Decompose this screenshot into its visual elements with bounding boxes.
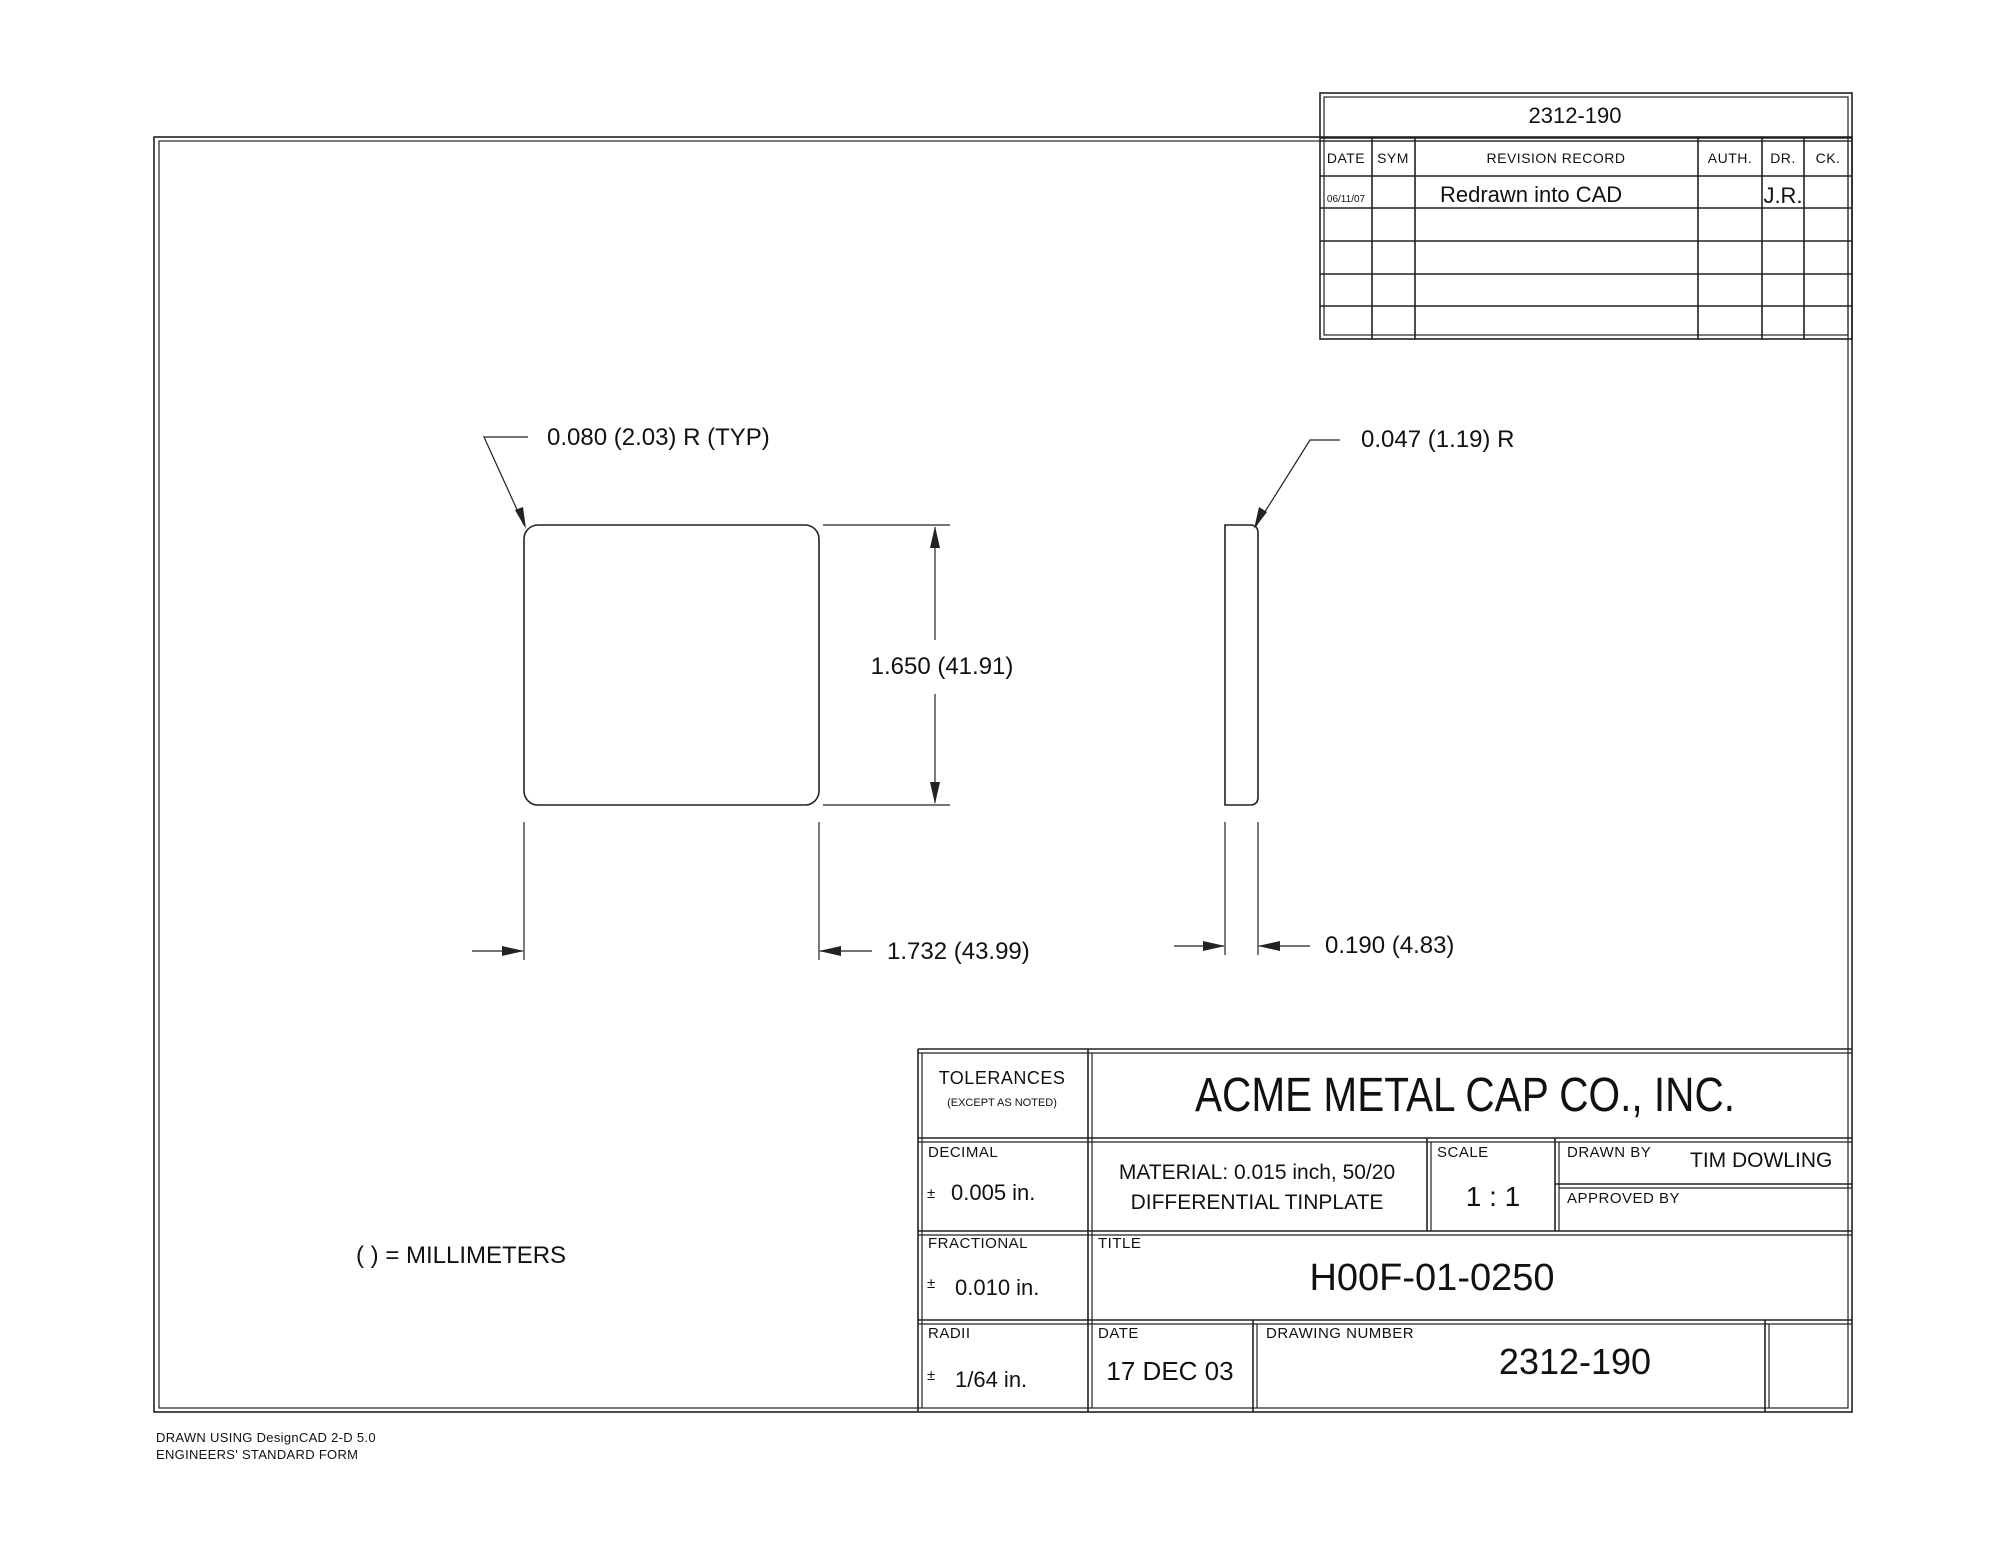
approved-by-label: APPROVED BY [1567, 1190, 1681, 1207]
title-block [918, 1049, 1852, 1412]
front-view-outline [524, 525, 819, 805]
scale-value: 1 : 1 [1465, 1181, 1521, 1212]
width-arrow-left [502, 946, 524, 956]
material-line1: MATERIAL: 0.015 inch, 50/20 [1118, 1161, 1396, 1184]
thickness-dimension: 0.190 (4.83) [1325, 932, 1455, 959]
drawn-by-label: DRAWN BY [1567, 1144, 1652, 1161]
thickness-arrow-right [1258, 941, 1280, 951]
tolerances-subtitle: (EXCEPT AS NOTED) [947, 1097, 1057, 1109]
side-view-outline [1225, 525, 1258, 805]
tolerances-label: TOLERANCES [938, 1068, 1066, 1088]
date-label: DATE [1098, 1325, 1139, 1342]
revision-drawing-number: 2312-190 [1528, 103, 1622, 128]
company-name: ACME METAL CAP CO., INC. [1195, 1069, 1735, 1122]
title-label: TITLE [1098, 1235, 1142, 1252]
drawing-number-value: 2312-190 [1498, 1341, 1652, 1382]
revision-header-date: DATE [1326, 150, 1366, 166]
scale-label: SCALE [1437, 1144, 1489, 1161]
thickness-arrow-left [1203, 941, 1225, 951]
side-view [1174, 426, 1514, 959]
footer-line1: DRAWN USING DesignCAD 2-D 5.0 [156, 1430, 376, 1445]
width-arrow-right [819, 946, 841, 956]
material-line2: DIFFERENTIAL TINPLATE [1130, 1191, 1384, 1214]
radii-plus-minus: ± [927, 1367, 936, 1384]
revision-header-record: REVISION RECORD [1486, 150, 1626, 166]
fractional-value: 0.010 in. [955, 1275, 1040, 1300]
side-radius-note: 0.047 (1.19) R [1361, 426, 1515, 453]
title-value: H00F-01-0250 [1309, 1257, 1555, 1299]
revision-row-record: Redrawn into CAD [1440, 182, 1623, 207]
decimal-value: 0.005 in. [951, 1180, 1036, 1205]
fractional-label: FRACTIONAL [928, 1235, 1029, 1252]
units-note: ( ) = MILLIMETERS [356, 1242, 567, 1269]
height-dimension: 1.650 (41.91) [870, 653, 1014, 680]
side-radius-arrowhead [1254, 507, 1267, 529]
front-radius-note: 0.080 (2.03) R (TYP) [547, 424, 770, 451]
drawn-by-value: TIM DOWLING [1690, 1149, 1833, 1172]
radii-label: RADII [928, 1325, 971, 1342]
sheet-border [154, 137, 1852, 1412]
fractional-plus-minus: ± [927, 1275, 936, 1292]
revision-header-dr: DR. [1770, 150, 1796, 166]
drawing-number-label: DRAWING NUMBER [1266, 1325, 1415, 1342]
revision-row-date: 06/11/07 [1326, 194, 1366, 205]
decimal-label: DECIMAL [928, 1144, 999, 1161]
revision-header-auth: AUTH. [1707, 150, 1753, 166]
height-arrow-bottom [930, 782, 940, 804]
revision-row-dr: J.R. [1763, 183, 1803, 208]
decimal-plus-minus: ± [927, 1185, 936, 1202]
side-radius-leader [1256, 440, 1340, 526]
revision-header-sym: SYM [1377, 150, 1409, 166]
width-dimension: 1.732 (43.99) [887, 938, 1030, 965]
height-arrow-top [930, 526, 940, 548]
footer-line2: ENGINEERS' STANDARD FORM [156, 1447, 359, 1462]
front-radius-arrowhead [515, 507, 526, 529]
date-value: 17 DEC 03 [1106, 1356, 1234, 1386]
radii-value: 1/64 in. [955, 1367, 1028, 1392]
revision-block [1320, 93, 1852, 339]
revision-header-ck: CK. [1815, 150, 1841, 166]
front-view [472, 424, 1030, 965]
